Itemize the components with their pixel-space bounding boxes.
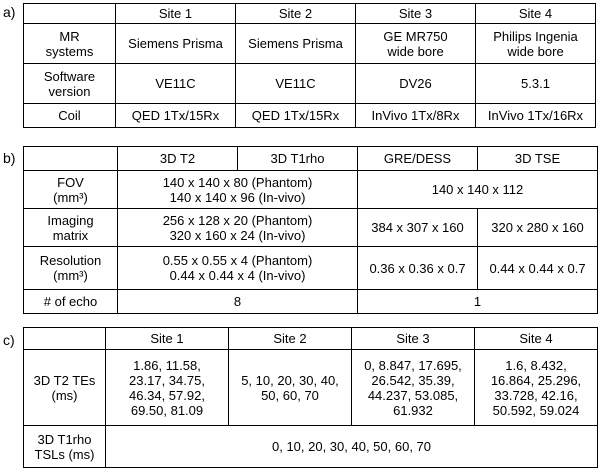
table-cell: 0.36 x 0.36 x 0.7 <box>358 247 478 290</box>
table-row <box>24 290 598 314</box>
header-cell: 3D T1rho <box>238 147 358 171</box>
header-cell <box>24 4 116 24</box>
header-cell <box>24 147 118 171</box>
panel-b-label: b) <box>3 150 16 166</box>
table-cell: 0, 8.847, 17.695, 26.542, 35.39, 44.237, 53.085, 61.932 <box>352 350 475 426</box>
table-cell: 256 x 128 x 20 (Phantom) 320 x 160 x 24 (In-vivo) <box>118 209 358 247</box>
row-label: Coil <box>24 104 116 128</box>
row-label: FOV (mm³) <box>24 171 118 209</box>
table-cell: 1.6, 8.432, 16.864, 25.296, 33.728, 42.16, 50.592, 59.024 <box>475 350 598 426</box>
header-cell <box>24 328 106 350</box>
panel-b-table <box>23 146 598 314</box>
panel-a-table <box>23 3 596 128</box>
table-cell: 8 <box>118 290 358 314</box>
table-cell: 384 x 307 x 160 <box>358 209 478 247</box>
header-cell: Site 1 <box>116 4 236 24</box>
table-cell: 1.86, 11.58, 23.17, 34.75, 46.34, 57.92, 69.50, 81.09 <box>106 350 229 426</box>
header-cell: Site 4 <box>476 4 596 24</box>
table-cell: InVivo 1Tx/16Rx <box>476 104 596 128</box>
table-cell: Siemens Prisma <box>236 24 356 64</box>
table-cell: 5.3.1 <box>476 64 596 104</box>
table-row <box>24 171 598 209</box>
header-cell: GRE/DESS <box>358 147 478 171</box>
row-label: Resolution (mm³) <box>24 247 118 290</box>
table-cell: GE MR750 wide bore <box>356 24 476 64</box>
table-row <box>24 209 598 247</box>
row-label: Software version <box>24 64 116 104</box>
table-row <box>24 4 596 24</box>
table-cell: 0.55 x 0.55 x 4 (Phantom) 0.44 x 0.44 x 4 (In-vivo) <box>118 247 358 290</box>
table-cell: InVivo 1Tx/8Rx <box>356 104 476 128</box>
header-cell: Site 3 <box>356 4 476 24</box>
row-label: Imaging matrix <box>24 209 118 247</box>
table-row <box>24 147 598 171</box>
row-label: 3D T1rho TSLs (ms) <box>24 426 106 468</box>
table-cell: 0, 10, 20, 30, 40, 50, 60, 70 <box>106 426 598 468</box>
table-cell: VE11C <box>116 64 236 104</box>
table-cell: 140 x 140 x 80 (Phantom) 140 x 140 x 96 (In-vivo) <box>118 171 358 209</box>
table-cell: 5, 10, 20, 30, 40, 50, 60, 70 <box>229 350 352 426</box>
row-label: MR systems <box>24 24 116 64</box>
panel-c-table <box>23 327 598 468</box>
table-cell: 320 x 280 x 160 <box>478 209 598 247</box>
table-cell: 0.44 x 0.44 x 0.7 <box>478 247 598 290</box>
table-row <box>24 426 598 468</box>
table-cell: QED 1Tx/15Rx <box>116 104 236 128</box>
table-cell: Siemens Prisma <box>116 24 236 64</box>
table-cell: 140 x 140 x 112 <box>358 171 598 209</box>
header-cell: 3D TSE <box>478 147 598 171</box>
table-cell: VE11C <box>236 64 356 104</box>
table-row <box>24 350 598 426</box>
table-row <box>24 104 596 128</box>
panel-c-label: c) <box>3 332 15 348</box>
header-cell: 3D T2 <box>118 147 238 171</box>
table-row <box>24 24 596 64</box>
header-cell: Site 2 <box>236 4 356 24</box>
table-cell: Philips Ingenia wide bore <box>476 24 596 64</box>
row-label: 3D T2 TEs (ms) <box>24 350 106 426</box>
header-cell: Site 1 <box>106 328 229 350</box>
table-row <box>24 247 598 290</box>
row-label: # of echo <box>24 290 118 314</box>
panel-a-label: a) <box>3 4 16 20</box>
table-cell: DV26 <box>356 64 476 104</box>
table-row <box>24 328 598 350</box>
header-cell: Site 3 <box>352 328 475 350</box>
table-cell: QED 1Tx/15Rx <box>236 104 356 128</box>
header-cell: Site 2 <box>229 328 352 350</box>
header-cell: Site 4 <box>475 328 598 350</box>
table-cell: 1 <box>358 290 598 314</box>
table-row <box>24 64 596 104</box>
